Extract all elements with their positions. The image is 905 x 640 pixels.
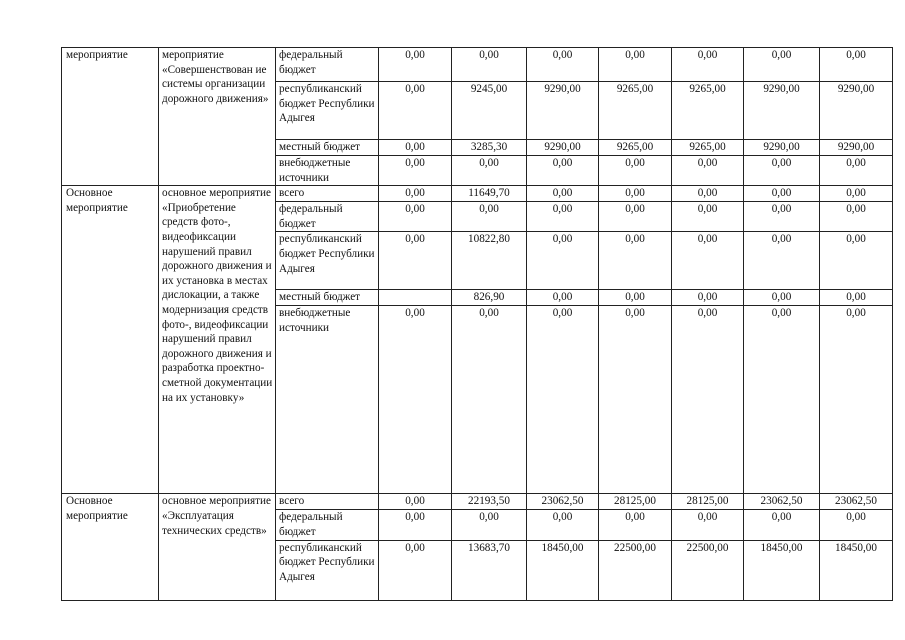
- amount-cell: 22500,00: [599, 540, 672, 600]
- amount-cell: 826,90: [452, 290, 527, 306]
- amount-cell: 0,00: [379, 186, 452, 202]
- funding-source: республиканский бюджет Республики Адыгея: [276, 82, 379, 140]
- amount-cell: 9265,00: [599, 140, 672, 156]
- funding-source: федеральный бюджет: [276, 510, 379, 540]
- activity-name: основное мероприятие «Эксплуатация технических средств»: [159, 494, 276, 600]
- amount-cell: 0,00: [672, 510, 744, 540]
- amount-cell: 0,00: [379, 232, 452, 290]
- amount-cell: 0,00: [672, 232, 744, 290]
- amount-cell: 0,00: [452, 510, 527, 540]
- activity-name: мероприятие «Совершенствован ие системы организации дорожного движения»: [159, 48, 276, 186]
- amount-cell: 0,00: [452, 156, 527, 186]
- amount-cell: 13683,70: [452, 540, 527, 600]
- amount-cell: 0,00: [820, 290, 893, 306]
- table-row: [62, 48, 893, 82]
- amount-cell: 0,00: [744, 186, 820, 202]
- table-body: [62, 48, 893, 601]
- amount-cell: 0,00: [820, 48, 893, 82]
- funding-table: [61, 47, 893, 601]
- amount-cell: 0,00: [744, 306, 820, 494]
- amount-cell: 0,00: [599, 510, 672, 540]
- amount-cell: 0,00: [744, 232, 820, 290]
- amount-cell: 23062,50: [820, 494, 893, 510]
- funding-source: федеральный бюджет: [276, 48, 379, 82]
- amount-cell: 0,00: [672, 290, 744, 306]
- funding-source: внебюджетные источники: [276, 306, 379, 494]
- amount-cell: 0,00: [379, 540, 452, 600]
- activity-kind: Основное мероприятие: [62, 186, 159, 494]
- amount-cell: 18450,00: [744, 540, 820, 600]
- amount-cell: 18450,00: [820, 540, 893, 600]
- amount-cell: 0,00: [379, 156, 452, 186]
- amount-cell: 0,00: [744, 48, 820, 82]
- amount-cell: 0,00: [527, 306, 599, 494]
- amount-cell: 22500,00: [672, 540, 744, 600]
- amount-cell: 18450,00: [527, 540, 599, 600]
- amount-cell: 9245,00: [452, 82, 527, 140]
- amount-cell: 0,00: [527, 202, 599, 232]
- amount-cell: 0,00: [452, 48, 527, 82]
- amount-cell: 0,00: [672, 48, 744, 82]
- amount-cell: 9290,00: [744, 82, 820, 140]
- amount-cell: 0,00: [672, 306, 744, 494]
- amount-cell: 9265,00: [672, 140, 744, 156]
- amount-cell: 0,00: [820, 156, 893, 186]
- amount-cell: 0,00: [452, 202, 527, 232]
- amount-cell: 0,00: [820, 202, 893, 232]
- amount-cell: 0,00: [379, 510, 452, 540]
- amount-cell: 9265,00: [672, 82, 744, 140]
- amount-cell: 23062,50: [527, 494, 599, 510]
- amount-cell: 0,00: [820, 232, 893, 290]
- amount-cell: 0,00: [599, 306, 672, 494]
- amount-cell: 0,00: [527, 232, 599, 290]
- amount-cell: 9290,00: [820, 140, 893, 156]
- amount-cell: 9290,00: [527, 140, 599, 156]
- amount-cell: 0,00: [672, 202, 744, 232]
- amount-cell: 0,00: [527, 48, 599, 82]
- funding-source: внебюджетные источники: [276, 156, 379, 186]
- amount-cell: 0,00: [379, 82, 452, 140]
- amount-cell: 22193,50: [452, 494, 527, 510]
- activity-kind: мероприятие: [62, 48, 159, 186]
- amount-cell: 0,00: [744, 290, 820, 306]
- amount-cell: 23062,50: [744, 494, 820, 510]
- amount-cell: 0,00: [599, 232, 672, 290]
- amount-cell: 0,00: [527, 290, 599, 306]
- amount-cell: 0,00: [379, 48, 452, 82]
- amount-cell: 0,00: [599, 290, 672, 306]
- amount-cell: 0,00: [820, 510, 893, 540]
- amount-cell: 0,00: [599, 186, 672, 202]
- amount-cell: 28125,00: [599, 494, 672, 510]
- amount-cell: 0,00: [599, 48, 672, 82]
- activity-kind: Основное мероприятие: [62, 494, 159, 600]
- amount-cell: 0,00: [452, 306, 527, 494]
- funding-source: федеральный бюджет: [276, 202, 379, 232]
- amount-cell: 0,00: [379, 494, 452, 510]
- funding-source: всего: [276, 186, 379, 202]
- amount-cell: 9290,00: [744, 140, 820, 156]
- amount-cell: 11649,70: [452, 186, 527, 202]
- amount-cell: 3285,30: [452, 140, 527, 156]
- amount-cell: 0,00: [379, 306, 452, 494]
- funding-source: местный бюджет: [276, 140, 379, 156]
- amount-cell: 0,00: [527, 510, 599, 540]
- amount-cell: 10822,80: [452, 232, 527, 290]
- amount-cell: 0,00: [744, 202, 820, 232]
- amount-cell: 0,00: [672, 156, 744, 186]
- funding-source: республиканский бюджет Республики Адыгея: [276, 232, 379, 290]
- funding-source: местный бюджет: [276, 290, 379, 306]
- amount-cell: 0,00: [379, 202, 452, 232]
- table-row: [62, 494, 893, 510]
- amount-cell: 0,00: [820, 186, 893, 202]
- funding-source: всего: [276, 494, 379, 510]
- amount-cell: 9290,00: [527, 82, 599, 140]
- table-row: [62, 186, 893, 202]
- funding-source: республиканский бюджет Республики Адыгея: [276, 540, 379, 600]
- amount-cell: 28125,00: [672, 494, 744, 510]
- amount-cell: 0,00: [527, 186, 599, 202]
- amount-cell: 0,00: [599, 202, 672, 232]
- amount-cell: 0,00: [599, 156, 672, 186]
- amount-cell: [379, 290, 452, 306]
- amount-cell: 0,00: [744, 156, 820, 186]
- amount-cell: 0,00: [820, 306, 893, 494]
- amount-cell: 9265,00: [599, 82, 672, 140]
- amount-cell: 0,00: [527, 156, 599, 186]
- activity-name: основное мероприятие «Приобретение средств фото-, видеофиксации нарушений правил дорожного движения и их установка в местах дислокации, а также модернизация средств фото-, видеофиксации нарушений правил дорожного движения и разработка проектно-сметной документации на их установку»: [159, 186, 276, 494]
- amount-cell: 0,00: [744, 510, 820, 540]
- amount-cell: 0,00: [672, 186, 744, 202]
- amount-cell: 0,00: [379, 140, 452, 156]
- amount-cell: 9290,00: [820, 82, 893, 140]
